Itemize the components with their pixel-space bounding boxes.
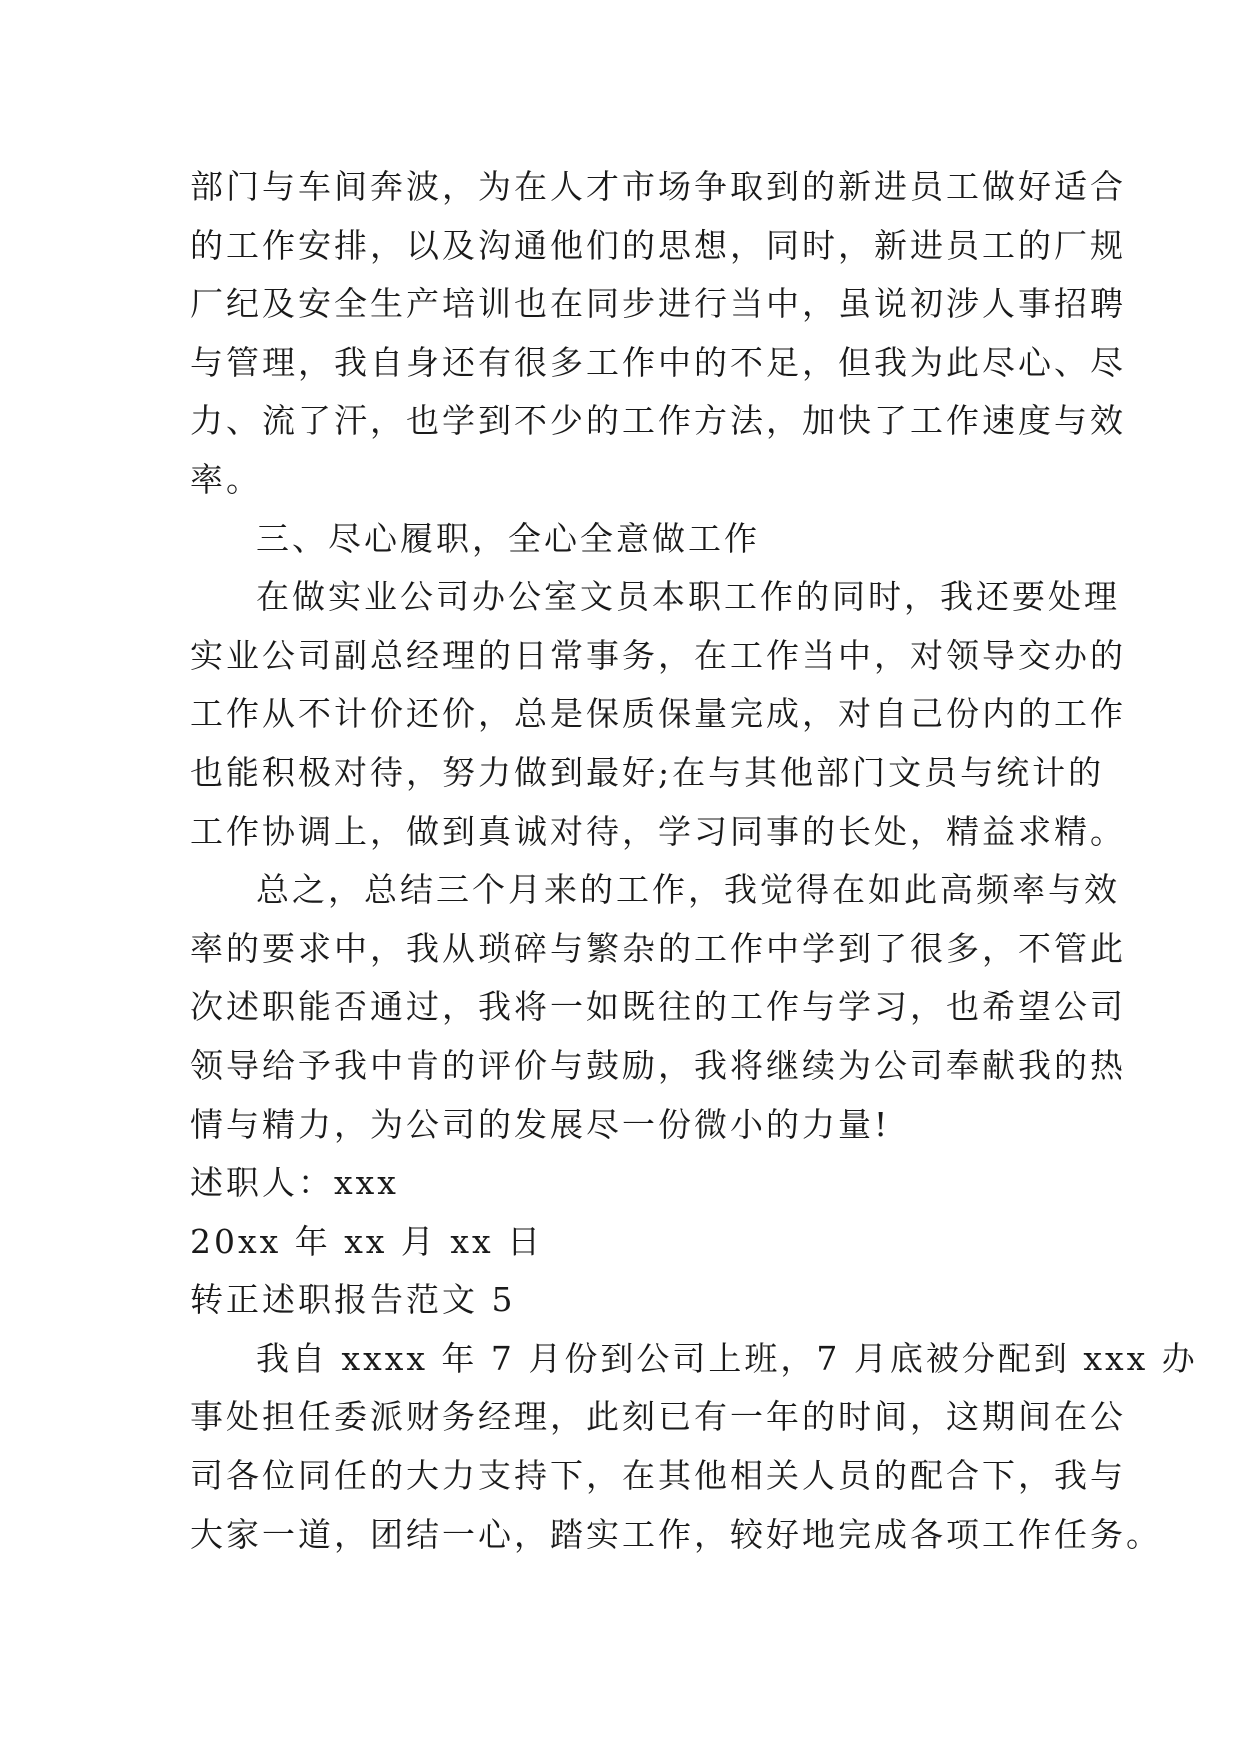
text-line: 在做实业公司办公室文员本职工作的同时，我还要处理: [256, 577, 1120, 617]
text-line: 领导给予我中肯的评价与鼓励，我将继续为公司奉献我的热: [190, 1045, 1126, 1085]
date-line: 20xx 年 xx 月 xx 日: [190, 1221, 544, 1261]
text-line: 我自 xxxx 年 7 月份到公司上班，7 月底被分配到 xxx 办: [256, 1338, 1198, 1378]
text-line: 实业公司副总经理的日常事务，在工作当中，对领导交办的: [190, 635, 1126, 675]
text-line: 工作从不计价还价，总是保质保量完成，对自己份内的工作: [190, 694, 1126, 734]
text-line: 工作协调上，做到真诚对待，学习同事的长处，精益求精。: [190, 811, 1126, 851]
text-line: 力、流了汗，也学到不少的工作方法，加快了工作速度与效: [190, 401, 1126, 441]
text-line: 事处担任委派财务经理，此刻已有一年的时间，这期间在公: [190, 1397, 1126, 1437]
text-line: 的工作安排，以及沟通他们的思想，同时，新进员工的厂规: [190, 225, 1126, 265]
text-line: 大家一道，团结一心，踏实工作，较好地完成各项工作任务。: [190, 1514, 1162, 1554]
text-line: 也能积极对待，努力做到最好;在与其他部门文员与统计的: [190, 752, 1105, 792]
text-line: 部门与车间奔波，为在人才市场争取到的新进员工做好适合: [190, 167, 1126, 206]
section-title: 转正述职报告范文 5: [190, 1280, 516, 1320]
text-line: 总之，总结三个月来的工作，我觉得在如此高频率与效: [256, 870, 1120, 910]
text-line: 情与精力，为公司的发展尽一份微小的力量!: [190, 1104, 891, 1144]
text-line: 率的要求中，我从琐碎与繁杂的工作中学到了很多，不管此: [190, 928, 1126, 968]
document-body: [190, 158, 1198, 1564]
text-line: 厂纪及安全生产培训也在同步进行当中，虽说初涉人事招聘: [190, 284, 1126, 324]
text-line: 率。: [190, 459, 262, 499]
text-line: 次述职能否通过，我将一如既往的工作与学习，也希望公司: [190, 987, 1126, 1027]
signature-line: 述职人：xxx: [190, 1163, 399, 1203]
text-line: 司各位同任的大力支持下，在其他相关人员的配合下，我与: [190, 1456, 1126, 1496]
text-line: 与管理，我自身还有很多工作中的不足，但我为此尽心、尽: [190, 342, 1126, 382]
section-heading: 三、尽心履职，全心全意做工作: [256, 518, 760, 558]
